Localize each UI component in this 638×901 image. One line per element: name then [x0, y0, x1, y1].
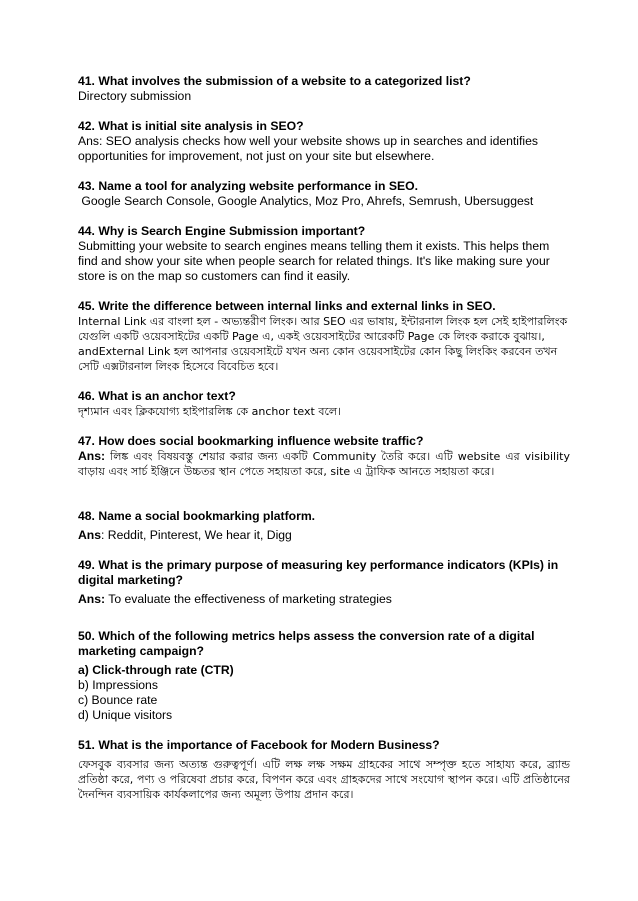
document-page: [78, 74, 570, 817]
answer-46: দৃশ্যমান এবং ক্লিকযোগ্য হাইপারলিঙ্ক কে anchor text বলে।: [78, 405, 341, 418]
question-51: 51. What is the importance of Facebook for Modern Business?: [78, 738, 440, 752]
answer-45: Internal Link এর বাংলা হল - অভ্যন্তরীণ লিংক। আর SEO এর ভাষায়, ইন্টারনাল লিংক হল সেই হাইপারলিংক যেগুলি একটি ওয়েবসাইটের একটি Page এ, একই ওয়েবসাইটের আরেকটি Page কে লিংক করাকে বুঝায়।, andExternal Link হল আপনার ওয়েবসাইটে যখন অন্য কোন ওয়েবসাইটের কোন কিছু লিংকিং করবেন তখন সেটি এক্সটারনাল লিংক হিসেবে বিবেচিত হবে।: [78, 315, 568, 373]
answer-43: Google Search Console, Google Analytics, Moz Pro, Ahrefs, Semrush, Ubersuggest: [78, 194, 534, 208]
question-49: 49. What is the primary purpose of measuring key performance indicators (KPIs) in digital marketing?: [78, 558, 559, 587]
option-d: d) Unique visitors: [78, 708, 173, 722]
qa-item-48: [78, 509, 570, 543]
option-b: b) Impressions: [78, 678, 158, 692]
answer-label: Ans: [78, 528, 102, 542]
answer-42: Ans: SEO analysis checks how well your website shows up in searches and identifies opportunities for improvement, not just on your site but elsewhere.: [78, 134, 538, 163]
option-c: c) Bounce rate: [78, 693, 158, 707]
question-41: 41. What involves the submission of a website to a categorized list?: [78, 74, 471, 88]
answer-label: Ans:: [78, 592, 106, 606]
answer-label: Ans:: [78, 449, 106, 463]
qa-item-47: [78, 434, 570, 479]
qa-item-45: [78, 299, 570, 374]
question-48: 48. Name a social bookmarking platform.: [78, 509, 316, 523]
question-50: 50. Which of the following metrics helps assess the conversion rate of a digital marketing campaign?: [78, 629, 535, 658]
answer-47: [78, 449, 570, 479]
question-45: 45. Write the difference between internal links and external links in SEO.: [78, 299, 496, 313]
qa-item-51: [78, 738, 570, 802]
question-46: 46. What is an anchor text?: [78, 389, 236, 403]
qa-item-42: [78, 119, 570, 164]
answer-48: [78, 528, 570, 543]
option-a: a) Click-through rate (CTR): [78, 663, 234, 677]
answer-51: ফেসবুক ব্যবসার জন্য অত্যন্ত গুরুত্বপূর্ণ। এটি লক্ষ লক্ষ সক্ষম গ্রাহকের সাথে সম্পৃক্ত হতে সাহায্য করে, ব্র্যান্ড প্রতিষ্ঠা করে, পণ্য ও পরিষেবা প্রচার করে, বিপণন করে এবং গ্রাহকদের সাথে সংযোগ স্থাপন করে। এটি প্রতিষ্ঠানের দৈনন্দিন ব্যবসায়িক কার্যকলাপের জন্য অমূল্য উপায় প্রদান করে।: [78, 758, 570, 801]
answer-49: [78, 592, 570, 607]
question-44: 44. Why is Search Engine Submission important?: [78, 224, 366, 238]
qa-item-41: [78, 74, 570, 104]
answer-49-text: To evaluate the effectiveness of marketing strategies: [105, 592, 392, 606]
qa-item-43: [78, 179, 570, 209]
answer-47-text: লিঙ্ক এবং বিষয়বস্তু শেয়ার করার জন্য একটি Community তৈরি করে। এটি website এর visibility বাড়ায় এবং সার্চ ইঞ্জিনে উচ্চতর স্থান পেতে সহায়তা করে, site এ ট্রাফিক আনতে সহায়তা করে।: [78, 450, 570, 478]
answer-41: Directory submission: [78, 89, 192, 103]
answer-44: Submitting your website to search engines means telling them it exists. This helps them find and show your site when people search for related things. It's like making sure your store is on the map so customers can find it easily.: [78, 239, 550, 283]
qa-item-46: [78, 389, 570, 419]
question-43: 43. Name a tool for analyzing website performance in SEO.: [78, 179, 418, 193]
options-list: [78, 663, 570, 723]
qa-item-50: [78, 629, 570, 723]
question-47: 47. How does social bookmarking influence website traffic?: [78, 434, 424, 448]
qa-item-44: [78, 224, 570, 284]
qa-item-49: [78, 558, 570, 607]
answer-48-text: : Reddit, Pinterest, We hear it, Digg: [101, 528, 292, 542]
question-42: 42. What is initial site analysis in SEO?: [78, 119, 304, 133]
